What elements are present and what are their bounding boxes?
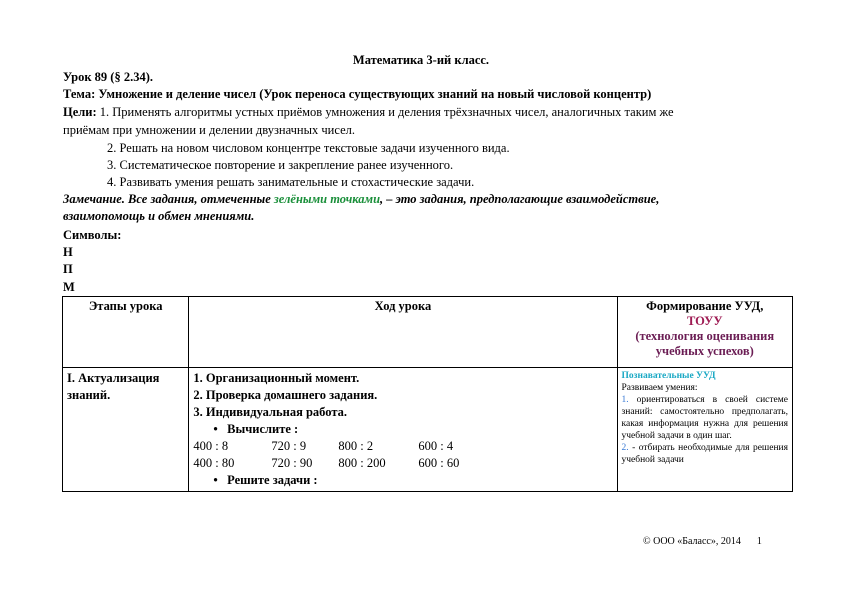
header-stages: Этапы урока xyxy=(63,297,189,368)
goals-label: Цели: xyxy=(63,105,97,119)
topic-line xyxy=(63,86,651,103)
calc-expression: 800 : 200 xyxy=(338,456,386,470)
lesson-table xyxy=(62,296,793,492)
note-text-a1: Замечание. Все задания, отмеченные xyxy=(63,192,274,206)
uud-cell xyxy=(617,368,792,492)
header-tech: (технология оценивания учебных успехов) xyxy=(635,329,775,358)
goal-1-line-a xyxy=(63,104,674,121)
uud-item-2-num: 2. xyxy=(621,443,629,453)
symbols-label: Символы: xyxy=(63,228,122,242)
note-line-b: взаимопомощь и обмен мнениями. xyxy=(63,209,255,223)
uud-item-2 xyxy=(622,442,788,466)
header-toyu: ТОУУ xyxy=(686,314,723,328)
calc-expression: 720 : 9 xyxy=(271,439,307,453)
footer xyxy=(643,536,762,547)
goal-3: 3. Систематическое повторение и закрепление ранее изученного. xyxy=(107,158,454,172)
calc-expression: 600 : 4 xyxy=(418,439,454,453)
header-uud-line1: Формирование УУД, xyxy=(646,299,764,313)
course-cell xyxy=(189,368,617,492)
uud-item-1-text: ориентироваться в своей системе знаний: самостоятельно предполагать, какая информация нужна для решения учебной задачи в один шаг. xyxy=(621,395,788,441)
bullet-dot-icon: • xyxy=(213,422,228,436)
calc-expression: 800 : 2 xyxy=(338,439,374,453)
uud-item-1 xyxy=(622,394,788,442)
symbol-n: Н xyxy=(63,245,73,259)
uud-item-2-text: - отбирать необходимые для решения учебной задачи xyxy=(621,443,788,465)
course-item-3: 3. Индивидуальная работа. xyxy=(193,405,348,419)
calc-expression: 600 : 60 xyxy=(418,456,460,470)
footer-copyright: © ООО «Баласс», 2014 xyxy=(643,536,741,547)
bullet-dot-icon: • xyxy=(213,473,228,487)
lesson-number: Урок 89 (§ 2.34). xyxy=(63,70,154,84)
calc-expression: 720 : 90 xyxy=(271,456,313,470)
goal-2: 2. Решать на новом числовом концентре текстовые задачи изученного вида. xyxy=(107,141,510,155)
symbol-p: П xyxy=(63,262,73,276)
note-line-a xyxy=(63,191,659,208)
uud-item-1-num: 1. xyxy=(621,395,629,405)
uud-title: Познавательные УУД xyxy=(621,371,716,381)
symbol-m: М xyxy=(63,280,75,294)
topic-label: Тема: xyxy=(63,87,96,101)
note-text-a2: , – это задания, предполагающие взаимодействие, xyxy=(380,192,660,206)
bullet-solve xyxy=(193,472,612,489)
bullet-calculate xyxy=(193,421,612,438)
calc-row-1 xyxy=(193,438,612,455)
topic-text: Умножение и деление чисел (Урок переноса существующих знаний на новый числовой концентр) xyxy=(98,87,652,101)
calc-expression: 400 : 8 xyxy=(193,439,229,453)
bullet-calculate-text: Вычислите : xyxy=(227,422,299,436)
course-item-1: 1. Организационный момент. xyxy=(193,371,360,385)
bullet-solve-text: Решите задачи : xyxy=(227,473,318,487)
calc-expression: 400 : 80 xyxy=(193,456,235,470)
note-green-dots: зелёными точками xyxy=(273,192,381,206)
goal-1-text-a: 1. Применять алгоритмы устных приёмов умножения и деления трёхзначных чисел, аналогичных таким же xyxy=(99,105,674,119)
calc-row-2 xyxy=(193,455,612,472)
table-header-row xyxy=(63,297,793,368)
uud-develop: Развиваем умения: xyxy=(621,383,698,393)
goal-4: 4. Развивать умения решать занимательные и стохастические задачи. xyxy=(107,175,475,189)
header-uud xyxy=(617,297,792,368)
stage-cell: I. Актуализация знаний. xyxy=(63,368,189,492)
course-item-2: 2. Проверка домашнего задания. xyxy=(193,388,378,402)
goal-1-line-b: приёмам при умножении и делении двузначных чисел. xyxy=(63,123,355,137)
page-number: 1 xyxy=(756,536,762,547)
document-title: Математика 3-ий класс. xyxy=(352,53,490,67)
table-row xyxy=(63,368,793,492)
header-course: Ход урока xyxy=(189,297,617,368)
